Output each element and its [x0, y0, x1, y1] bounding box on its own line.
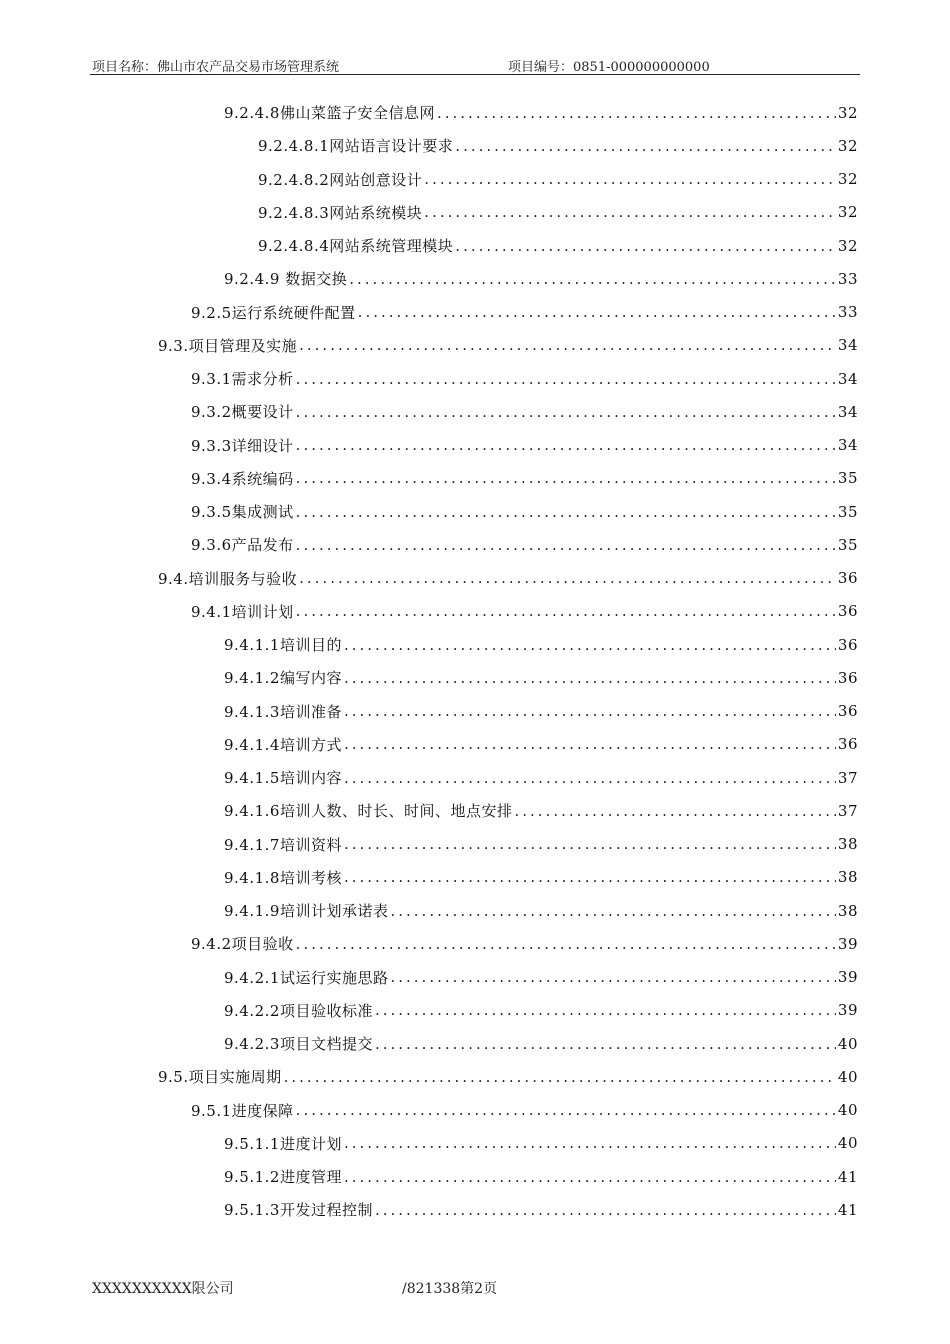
toc-entry-page: 37: [837, 768, 858, 787]
toc-dot-leader: [344, 735, 836, 753]
toc-dot-leader: [296, 536, 836, 554]
toc-entry-title: 9.4.1.6培训人数、时长、时间、地点安排: [224, 802, 513, 821]
toc-entry-page: 39: [837, 934, 858, 953]
toc-entry-title: 9.2.4.8.3网站系统模块: [258, 203, 423, 222]
toc-dot-leader: [296, 403, 836, 421]
toc-dot-leader: [296, 436, 836, 454]
toc-entry-page: 39: [837, 968, 858, 986]
toc-entry[interactable]: [191, 462, 858, 495]
toc-entry-page: 36: [837, 569, 858, 587]
toc-dot-leader: [455, 237, 836, 255]
company-name: XXXXXXXXXX限公司: [92, 1281, 234, 1297]
toc-entry[interactable]: [224, 1127, 858, 1160]
toc-dot-leader: [344, 702, 836, 720]
toc-entry[interactable]: [158, 562, 858, 595]
toc-entry[interactable]: [258, 163, 858, 196]
toc-entry-page: 36: [837, 602, 858, 621]
toc-entry-page: 32: [837, 170, 858, 188]
toc-entry-page: 36: [837, 702, 858, 720]
toc-entry-title: 9.3.5集成测试: [191, 503, 294, 521]
toc-entry-page: 38: [837, 835, 858, 853]
toc-entry-page: 38: [837, 868, 858, 887]
toc-entry[interactable]: [191, 1094, 858, 1127]
toc-entry-page: 34: [837, 402, 858, 421]
toc-entry-page: 40: [837, 1034, 858, 1053]
toc-entry-title: 9.3.6产品发布: [191, 536, 294, 555]
toc-entry-title: 9.4.2项目验收: [191, 935, 294, 954]
toc-entry-title: 9.4.1培训计划: [191, 602, 294, 621]
toc-entry[interactable]: [224, 828, 858, 861]
toc-entry[interactable]: [224, 728, 858, 761]
toc-dot-leader: [375, 1201, 836, 1219]
toc-entry[interactable]: [191, 429, 858, 462]
toc-dot-leader: [344, 769, 836, 787]
toc-entry[interactable]: [224, 794, 858, 827]
toc-entry-title: 9.3.4系统编码: [191, 469, 294, 488]
toc-entry[interactable]: [191, 927, 858, 960]
page-header: [90, 54, 860, 75]
toc-entry-title: 9.2.5运行系统硬件配置: [191, 303, 356, 322]
toc-entry[interactable]: [258, 229, 858, 262]
toc-dot-leader: [344, 835, 836, 853]
toc-entry-title: 9.2.4.8.2网站创意设计: [258, 170, 423, 189]
toc-dot-leader: [424, 170, 836, 188]
toc-entry-page: 36: [837, 668, 858, 687]
toc-entry-page: 39: [837, 1001, 858, 1020]
toc-dot-leader: [349, 270, 836, 288]
toc-dot-leader: [296, 1101, 836, 1119]
toc-entry-page: 34: [837, 369, 858, 388]
toc-dot-leader: [344, 1168, 836, 1186]
toc-entry-page: 41: [837, 1200, 858, 1219]
toc-entry[interactable]: [224, 262, 858, 295]
toc-dot-leader: [437, 104, 836, 122]
toc-entry[interactable]: [158, 329, 858, 362]
toc-entry[interactable]: [191, 495, 858, 528]
toc-dot-leader: [455, 137, 836, 155]
toc-dot-leader: [375, 1035, 836, 1053]
toc-dot-leader: [424, 203, 836, 221]
toc-entry-title: 9.4.1.1培训目的: [224, 636, 342, 654]
toc-entry-page: 41: [837, 1167, 858, 1186]
toc-entry[interactable]: [191, 362, 858, 395]
toc-entry[interactable]: [258, 129, 858, 162]
toc-entry[interactable]: [191, 528, 858, 561]
toc-entry-title: 9.4.1.5培训内容: [224, 769, 342, 787]
toc-entry-page: 35: [837, 535, 858, 554]
toc-entry-title: 9.5.项目实施周期: [158, 1068, 282, 1087]
toc-entry-title: 9.2.4.8.1网站语言设计要求: [258, 137, 454, 156]
page-number: /821338第2页: [402, 1281, 498, 1297]
toc-entry-page: 32: [837, 136, 858, 155]
toc-entry-title: 9.4.2.3项目文档提交: [224, 1035, 373, 1053]
toc-entry[interactable]: [224, 1193, 858, 1226]
toc-dot-leader: [296, 503, 836, 521]
toc-dot-leader: [514, 802, 835, 820]
project-number: 项目编号：0851-000000000000: [508, 60, 710, 75]
toc-entry-title: 9.3.项目管理及实施: [158, 336, 298, 355]
toc-entry-title: 9.5.1.3开发过程控制: [224, 1201, 373, 1220]
toc-entry-title: 9.5.1进度保障: [191, 1101, 294, 1120]
toc-entry-title: 9.4.1.9培训计划承诺表: [224, 902, 389, 920]
toc-dot-leader: [296, 602, 836, 620]
toc-entry[interactable]: [224, 761, 858, 794]
toc-entry-title: 9.2.4.8.4网站系统管理模块: [258, 237, 454, 255]
toc-entry-page: 40: [837, 1134, 858, 1153]
toc-entry[interactable]: [258, 196, 858, 229]
toc-entry[interactable]: [224, 1160, 858, 1193]
toc-entry[interactable]: [224, 994, 858, 1027]
toc-entry-title: 9.4.1.3培训准备: [224, 702, 342, 721]
toc-entry-page: 40: [837, 1101, 858, 1119]
toc-entry-page: 36: [837, 635, 858, 654]
toc-entry-page: 37: [837, 801, 858, 820]
toc-entry[interactable]: [158, 1060, 858, 1093]
toc-dot-leader: [390, 902, 835, 920]
toc-entry-title: 9.3.1需求分析: [191, 370, 294, 388]
toc-entry-title: 9.4.1.7培训资料: [224, 835, 342, 854]
toc-entry-title: 9.5.1.2进度管理: [224, 1168, 342, 1186]
toc-dot-leader: [296, 370, 836, 388]
toc-entry-page: 33: [837, 269, 858, 288]
toc-entry-title: 9.3.2概要设计: [191, 403, 294, 422]
toc-entry-title: 9.4.1.2编写内容: [224, 669, 342, 688]
toc-entry-page: 32: [837, 103, 858, 122]
toc-entry[interactable]: [224, 661, 858, 694]
toc-entry-title: 9.4.1.8培训考核: [224, 868, 342, 887]
toc-dot-leader: [299, 569, 836, 587]
toc-dot-leader: [390, 968, 835, 986]
toc-entry-page: 32: [837, 236, 858, 255]
toc-dot-leader: [358, 303, 836, 321]
toc-entry-page: 36: [837, 735, 858, 754]
toc-entry-page: 40: [837, 1067, 858, 1086]
toc-entry[interactable]: [224, 894, 858, 927]
project-name: 项目名称：佛山市农产品交易市场管理系统: [92, 60, 340, 75]
toc-dot-leader: [344, 669, 836, 687]
toc-dot-leader: [299, 336, 836, 354]
page-footer: [90, 1278, 860, 1298]
toc-entry-title: 9.4.2.2项目验收标准: [224, 1001, 373, 1020]
toc-dot-leader: [344, 636, 836, 654]
toc-entry-page: 35: [837, 469, 858, 488]
toc-entry-page: 38: [837, 901, 858, 920]
toc-entry-page: 33: [837, 303, 858, 321]
toc-dot-leader: [375, 1001, 836, 1019]
toc-entry[interactable]: [224, 1027, 858, 1060]
toc-entry-page: 34: [837, 336, 858, 355]
toc-entry[interactable]: [191, 395, 858, 428]
toc-entry[interactable]: [191, 595, 858, 628]
toc-entry-page: 34: [837, 436, 858, 454]
toc-entry-title: 9.2.4.8佛山菜篮子安全信息网: [224, 104, 435, 122]
toc-dot-leader: [344, 868, 836, 886]
toc-entry-title: 9.2.4.9 数据交换: [224, 270, 348, 289]
toc-entry-title: 9.4.培训服务与验收: [158, 569, 298, 588]
toc-dot-leader: [296, 935, 836, 953]
toc-entry[interactable]: [224, 961, 858, 994]
toc-entry[interactable]: [191, 296, 858, 329]
toc-entry-title: 9.3.3详细设计: [191, 436, 294, 455]
toc-dot-leader: [284, 1068, 836, 1086]
toc-entry-title: 9.4.1.4培训方式: [224, 735, 342, 754]
toc-entry[interactable]: [224, 695, 858, 728]
toc-entry[interactable]: [224, 861, 858, 894]
toc-entry-page: 32: [837, 203, 858, 222]
toc-entry-title: 9.5.1.1进度计划: [224, 1134, 342, 1153]
toc-entry-page: 35: [837, 502, 858, 521]
toc-dot-leader: [344, 1134, 836, 1152]
toc-dot-leader: [296, 469, 836, 487]
toc-entry[interactable]: [224, 96, 858, 129]
toc-entry-title: 9.4.2.1试运行实施思路: [224, 968, 389, 987]
toc-entry[interactable]: [224, 628, 858, 661]
